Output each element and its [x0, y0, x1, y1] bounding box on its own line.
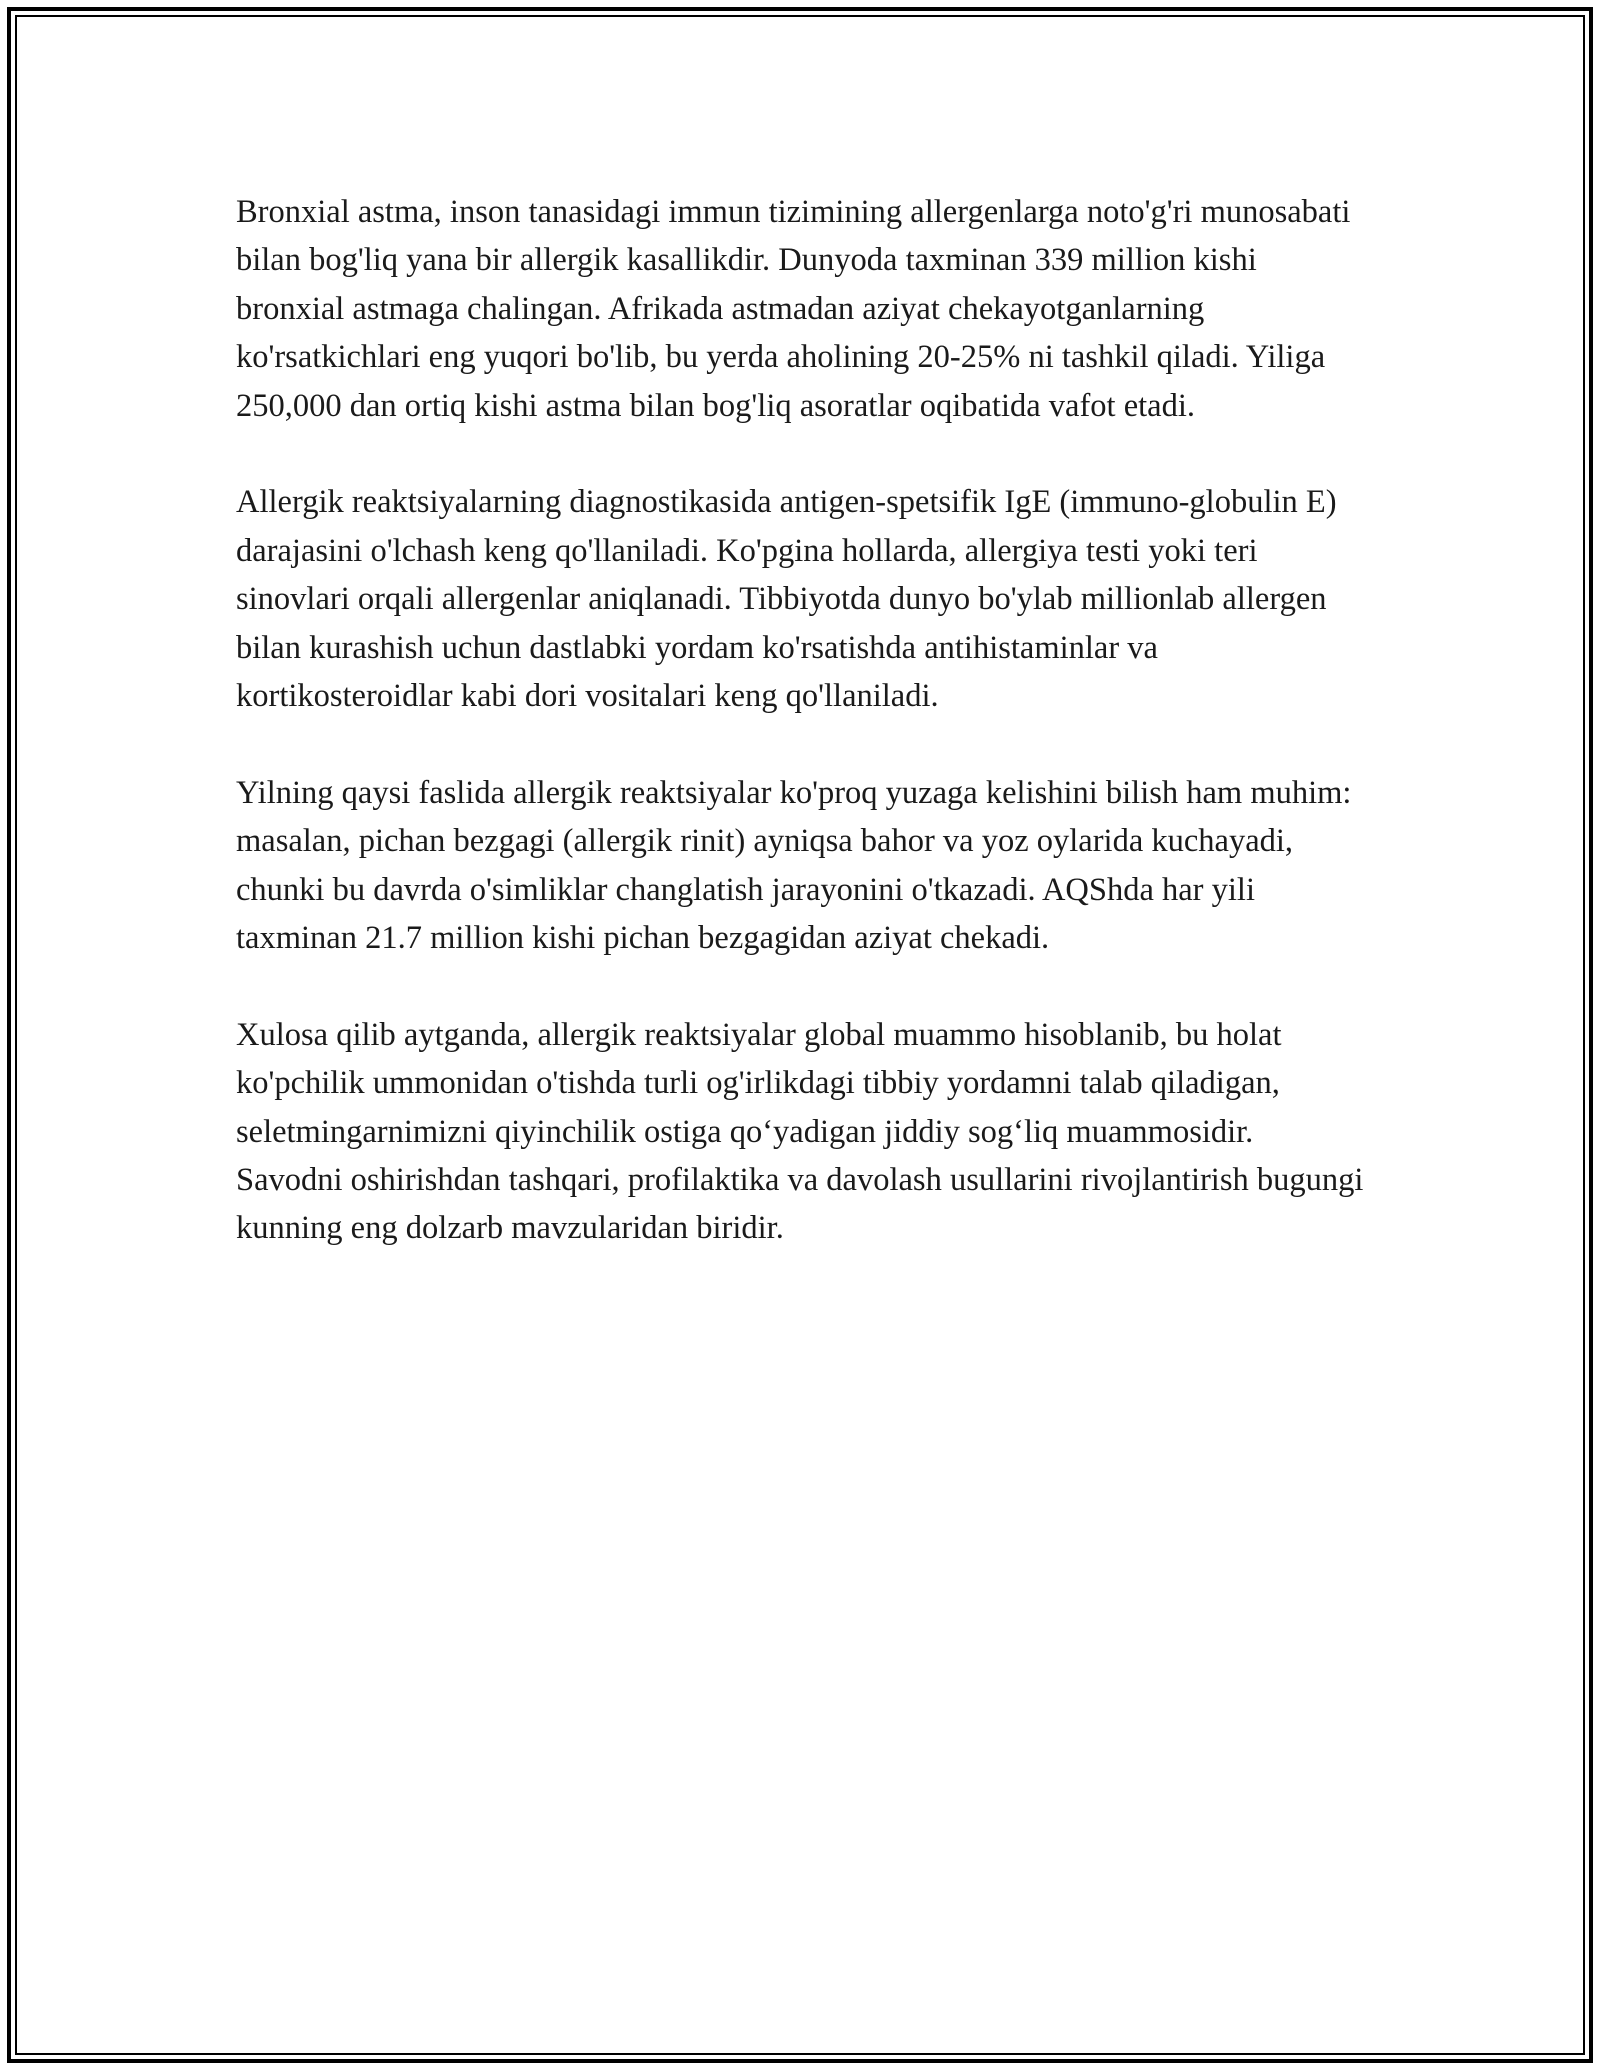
- paragraph-conclusion: Xulosa qilib aytganda, allergik reaktsiyalar global muammo hisoblanib, bu holat ko'pchilik ummonidan o'tishda turli og'irlikdagi tibbiy yordamni talab qiladigan, seletmingarnimizni qiyinchilik ostiga qo‘yadigan jiddiy sog‘liq muammosidir. Savodni oshirishdan tashqari, profilaktika va davolash usullarini rivojlantirish bugungi kunning eng dolzarb mavzularidan biridir.: [236, 1016, 1364, 1247]
- paragraph-asthma: Bronxial astma, inson tanasidagi immun tizimining allergenlarga noto'g'ri munosabati bilan bog'liq yana bir allergik kasallikdir. Dunyoda taxminan 339 million kishi bronxial astmaga chalingan. Afrikada astmadan aziyat chekayotganlarning ko'rsatkichlari eng yuqori bo'lib, bu yerda aholining 20-25% ni tashkil qiladi. Yiliga 250,000 dan ortiq kishi astma bilan bog'liq asoratlar oqibatida vafot etadi.: [236, 194, 1351, 424]
- paragraph-diagnostics: Allergik reaktsiyalarning diagnostikasida antigen-spetsifik IgE (immuno-globulin E) darajasini o'lchash keng qo'llaniladi. Ko'pgina hollarda, allergiya testi yoki teri sinovlari orqali allergenlar aniqlanadi. Tibbiyotda dunyo bo'ylab millionlab allergen bilan kurashish uchun dastlabki yordam ko'rsatishda antihistaminlar va kortikosteroidlar kabi dori vositalari keng qo'llaniladi.: [236, 484, 1337, 715]
- document-body: [236, 188, 1366, 1253]
- paragraph-seasonal: Yilning qaysi faslida allergik reaktsiyalar ko'proq yuzaga kelishini bilish ham muhim: masalan, pichan bezgagi (allergik rinit) ayniqsa bahor va yoz oylarida kuchayadi, chunki bu davrda o'simliklar changlatish jarayonini o'tkazadi. AQShda har yili taxminan 21.7 million kishi pichan bezgagidan aziyat chekadi.: [236, 774, 1352, 957]
